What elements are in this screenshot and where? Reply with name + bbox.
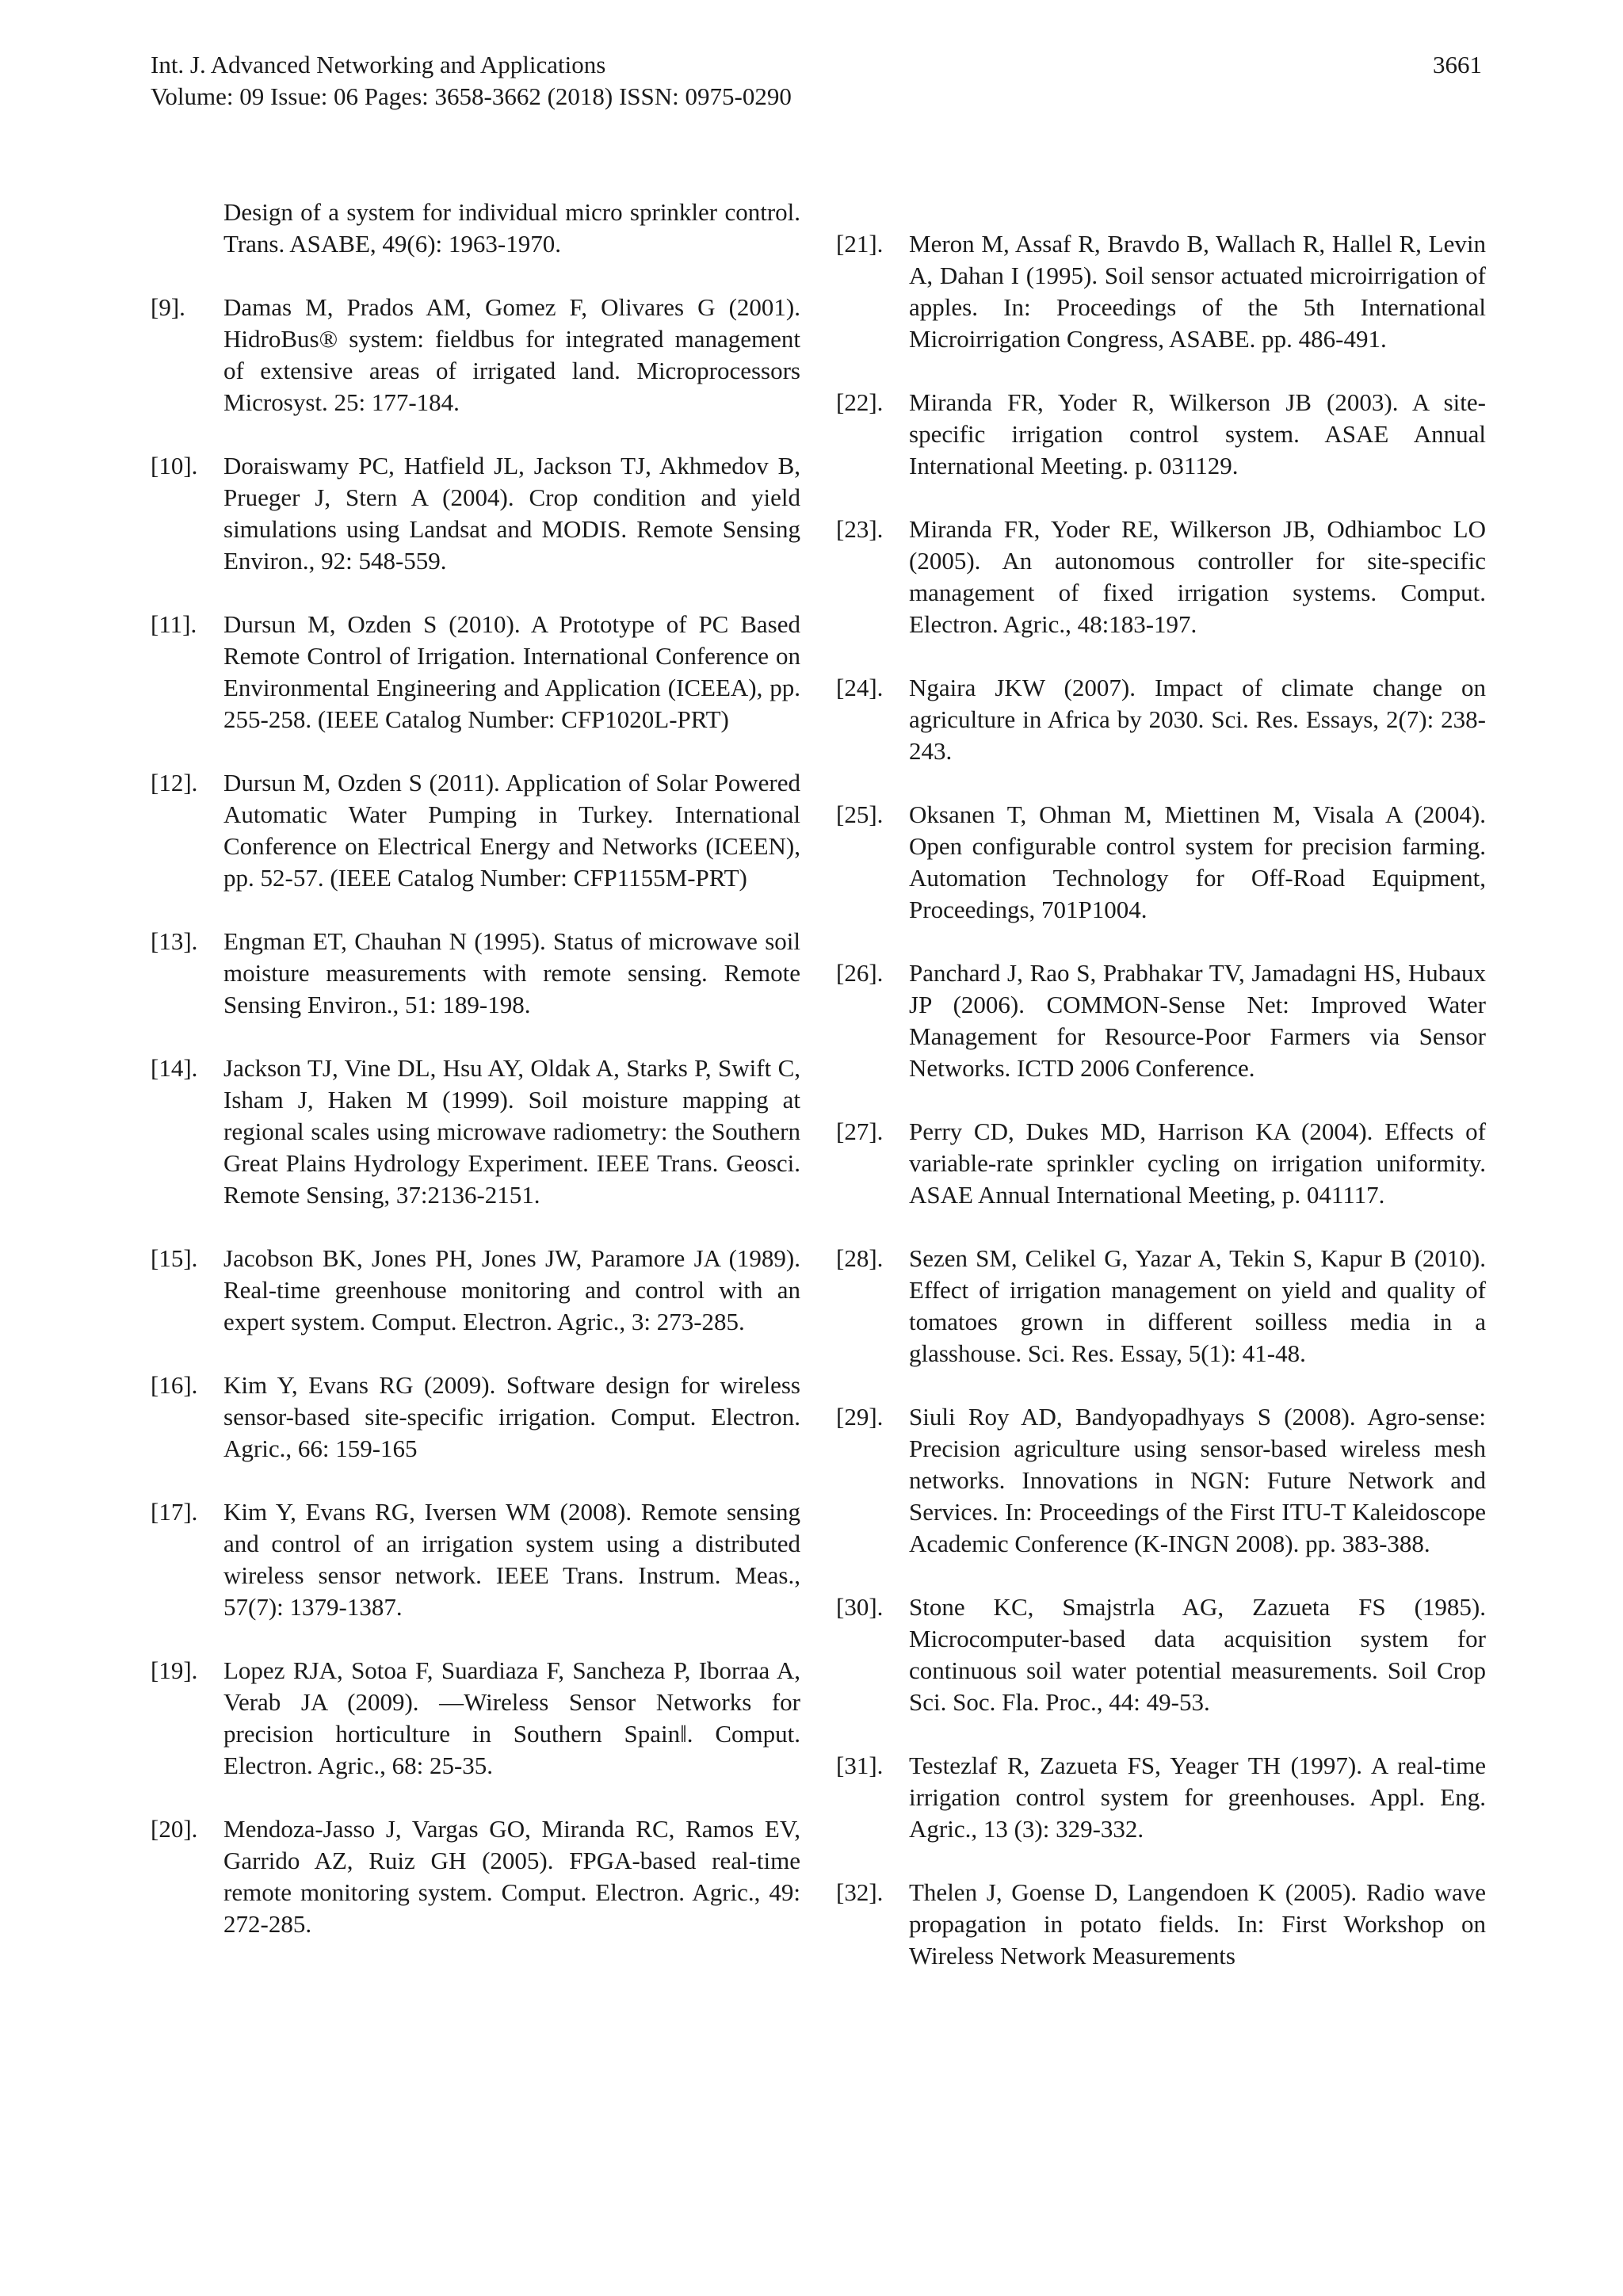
reference-entry [151,1655,800,1782]
reference-number: [11]. [151,610,197,638]
reference-text: Stone KC, Smajstrla AG, Zazueta FS (1985). Microcomputer-based data acquisition system for continuous soil water potential measurements. Soil Crop Sci. Soc. Fla. Proc., 44: 49-53. [909,1593,1486,1716]
journal-title: Int. J. Advanced Networking and Applications [151,51,606,78]
reference-entry [836,1243,1486,1370]
reference-entry [836,799,1486,926]
reference-text: Kim Y, Evans RG, Iversen WM (2008). Remote sensing and control of an irrigation system using a distributed wireless sensor network. IEEE Trans. Instrum. Meas., 57(7): 1379-1387. [223,1498,800,1621]
reference-number: [27]. [836,1117,884,1145]
reference-text: Dursun M, Ozden S (2010). A Prototype of PC Based Remote Control of Irrigation. International Conference on Environmental Engineering and Application (ICEEA), pp. 255-258. (IEEE Catalog Number: CFP1020L-PRT) [223,610,800,733]
reference-number: [14]. [151,1054,198,1082]
reference-entry [836,1591,1486,1718]
reference-text: Engman ET, Chauhan N (1995). Status of microwave soil moisture measurements with remote sensing. Remote Sensing Environ., 51: 189-198. [223,927,800,1018]
reference-text: Kim Y, Evans RG (2009). Software design for wireless sensor-based site-specific irrigation. Comput. Electron. Agric., 66: 159-165 [223,1371,800,1462]
reference-text: Meron M, Assaf R, Bravdo B, Wallach R, Hallel R, Levin A, Dahan I (1995). Soil sensor actuated microirrigation of apples. In: Proceedings of the 5th International Microirrigation Congress, ASABE. pp. 486-491. [909,230,1486,353]
reference-number: [31]. [836,1752,884,1779]
reference-number: [24]. [836,674,884,701]
reference-text: Doraiswamy PC, Hatfield JL, Jackson TJ, Akhmedov B, Prueger J, Stern A (2004). Crop condition and yield simulations using Landsat and MODIS. Remote Sensing Environ., 92: 548-559. [223,452,800,575]
reference-number: [17]. [151,1498,198,1526]
reference-text: Perry CD, Dukes MD, Harrison KA (2004). Effects of variable-rate sprinkler cycling on irrigation uniformity. ASAE Annual International Meeting, p. 041117. [909,1117,1486,1209]
reference-entry [836,1116,1486,1211]
volume-info: Volume: 09 Issue: 06 Pages: 3658-3662 (2018) ISSN: 0975-0290 [151,82,792,110]
reference-entry [836,514,1486,640]
right-reference-list [836,228,1486,1972]
reference-text: Oksanen T, Ohman M, Miettinen M, Visala A (2004). Open configurable control system for precision farming. Automation Technology for Off-Road Equipment, Proceedings, 701P1004. [909,800,1486,923]
reference-entry [836,228,1486,355]
reference-text: Jackson TJ, Vine DL, Hsu AY, Oldak A, Starks P, Swift C, Isham J, Haken M (1999). Soil moisture mapping at regional scales using microwave radiometry: the Southern Great Plains Hydrology Experiment. IEEE Trans. Geosci. Remote Sensing, 37:2136-2151. [223,1054,800,1209]
left-column [151,197,800,1972]
reference-entry [151,1370,800,1465]
reference-number: [15]. [151,1244,198,1272]
reference-text: Panchard J, Rao S, Prabhakar TV, Jamadagni HS, Hubaux JP (2006). COMMON-Sense Net: Improved Water Management for Resource-Poor Farmers via Sensor Networks. ICTD 2006 Conference. [909,959,1486,1082]
reference-text: Mendoza-Jasso J, Vargas GO, Miranda RC, Ramos EV, Garrido AZ, Ruiz GH (2005). FPGA-based real-time remote monitoring system. Comput. Electron. Agric., 49: 272-285. [223,1815,800,1938]
reference-entry [151,1243,800,1338]
reference-number: [16]. [151,1371,198,1399]
reference-number: [23]. [836,515,884,543]
reference-text: Thelen J, Goense D, Langendoen K (2005). Radio wave propagation in potato fields. In: First Workshop on Wireless Network Measurements [909,1878,1486,1969]
left-reference-list [151,292,800,1940]
reference-entry [836,387,1486,482]
reference-text: Ngaira JKW (2007). Impact of climate change on agriculture in Africa by 2030. Sci. Res. Essays, 2(7): 238-243. [909,674,1486,765]
reference-number: [26]. [836,959,884,987]
reference-text: Jacobson BK, Jones PH, Jones JW, Paramore JA (1989). Real-time greenhouse monitoring and control with an expert system. Comput. Electron. Agric., 3: 273-285. [223,1244,800,1335]
reference-number: [25]. [836,800,884,828]
reference-entry [151,609,800,735]
reference-entry [151,1813,800,1940]
reference-text: Miranda FR, Yoder R, Wilkerson JB (2003). A site-specific irrigation control system. ASAE Annual International Meeting. p. 031129. [909,388,1486,479]
reference-entry [151,292,800,418]
right-column [836,197,1486,2004]
reference-continuation: Design of a system for individual micro sprinkler control. Trans. ASABE, 49(6): 1963-1970. [223,198,800,258]
reference-number: [28]. [836,1244,884,1272]
reference-text: Siuli Roy AD, Bandyopadhyays S (2008). Agro-sense: Precision agriculture using sensor-based wireless mesh networks. Innovations in NGN: Future Network and Services. In: Proceedings of the First ITU-T Kaleidoscope Academic Conference (K-INGN 2008). pp. 383-388. [909,1403,1486,1557]
reference-number: [21]. [836,230,884,258]
reference-entry [836,957,1486,1084]
reference-entry [151,450,800,577]
reference-number: [10]. [151,452,198,479]
reference-number: [19]. [151,1656,198,1684]
reference-text: Dursun M, Ozden S (2011). Application of Solar Powered Automatic Water Pumping in Turkey. International Conference on Electrical Energy and Networks (ICEEN), pp. 52-57. (IEEE Catalog Number: CFP1155M-PRT) [223,769,800,892]
reference-number: [20]. [151,1815,198,1843]
reference-entry [151,1496,800,1623]
reference-entry [151,926,800,1021]
reference-text: Damas M, Prados AM, Gomez F, Olivares G (2001). HidroBus® system: fieldbus for integrated management of extensive areas of irrigated land. Microprocessors Microsyst. 25: 177-184. [223,293,800,416]
reference-number: [22]. [836,388,884,416]
reference-number: [13]. [151,927,198,955]
reference-text: Testezlaf R, Zazueta FS, Yeager TH (1997). A real-time irrigation control system for greenhouses. Appl. Eng. Agric., 13 (3): 329-332. [909,1752,1486,1843]
page-number: 3661 [1433,51,1482,78]
reference-entry [151,1052,800,1211]
reference-number: [30]. [836,1593,884,1621]
page-header [151,49,1482,113]
reference-text: Sezen SM, Celikel G, Yazar A, Tekin S, Kapur B (2010). Effect of irrigation management on yield and quality of tomatoes grown in different soilless media in a glasshouse. Sci. Res. Essay, 5(1): 41-48. [909,1244,1486,1367]
reference-number: [12]. [151,769,198,797]
reference-entry [836,1750,1486,1845]
reference-number: [29]. [836,1403,884,1431]
reference-number: [32]. [836,1878,884,1906]
reference-text: Miranda FR, Yoder RE, Wilkerson JB, Odhiamboc LO (2005). An autonomous controller for site-specific management of fixed irrigation systems. Comput. Electron. Agric., 48:183-197. [909,515,1486,638]
reference-entry [836,672,1486,767]
reference-entry [836,1877,1486,1972]
reference-entry [836,1401,1486,1560]
reference-text: Lopez RJA, Sotoa F, Suardiaza F, Sancheza P, Iborraa A, Verab JA (2009). ―Wireless Sensor Networks for precision horticulture in Southern Spain‖. Comput. Electron. Agric., 68: 25-35. [223,1656,800,1779]
reference-entry [151,767,800,894]
reference-number: [9]. [151,293,185,321]
